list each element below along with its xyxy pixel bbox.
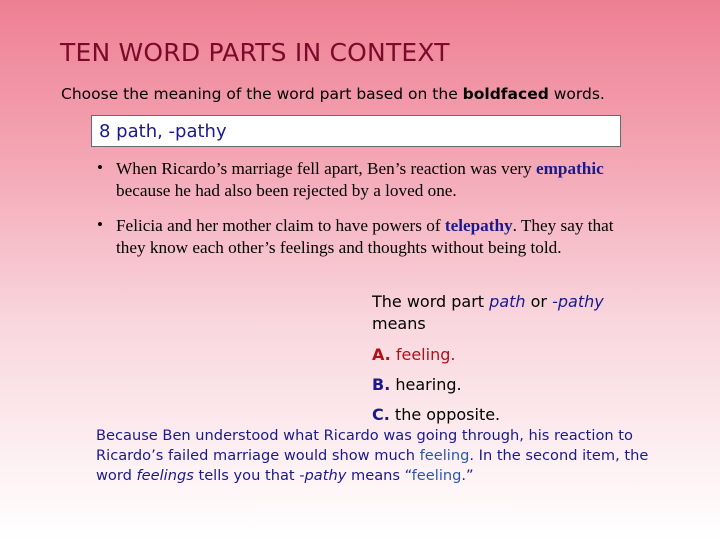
option-a-text: feeling. xyxy=(395,345,456,364)
explanation-w1: feeling xyxy=(419,447,470,464)
bullet-1: • xyxy=(97,158,103,177)
explanation-p3: tells you that xyxy=(193,467,300,484)
explanation-w2: feelings xyxy=(136,467,194,484)
explanation xyxy=(96,426,676,486)
option-a-letter: A. xyxy=(372,345,391,364)
word-part-heading: 8 path, -pathy xyxy=(99,121,227,142)
question-pre: The word part xyxy=(372,292,490,311)
option-c-text: the opposite. xyxy=(394,405,501,424)
explanation-p5: .” xyxy=(461,467,474,484)
sentence-2-post: . They say that they know each other’s feelings and thoughts without being told. xyxy=(116,216,614,257)
sentence-2-pre: Felicia and her mother claim to have powers of xyxy=(116,216,445,235)
question-line xyxy=(372,291,692,313)
instructions-bold: boldfaced xyxy=(462,85,549,103)
question-part-1: path xyxy=(489,292,526,311)
sentence-1-post: because he had also been rejected by a loved one. xyxy=(116,180,457,200)
slide-title: TEN WORD PARTS IN CONTEXT xyxy=(60,38,450,67)
example-sentence-1 xyxy=(116,158,636,201)
example-sentence-2 xyxy=(116,215,636,258)
instructions-text-1: Choose the meaning of the word part based on the xyxy=(61,85,463,103)
sentence-2-boldword: telepathy xyxy=(444,216,513,235)
option-b-letter: B. xyxy=(372,375,391,394)
question-means: means xyxy=(372,314,426,333)
option-c[interactable] xyxy=(372,404,692,426)
question-mid: or xyxy=(525,292,553,311)
explanation-w4: feeling xyxy=(411,467,462,484)
question-block xyxy=(372,291,692,426)
instructions xyxy=(61,85,605,103)
explanation-p2: . In the second item, the word xyxy=(96,447,649,484)
option-c-letter: C. xyxy=(372,405,390,424)
sentence-1-boldword: empathic xyxy=(535,159,604,178)
bullet-2: • xyxy=(97,215,103,234)
option-a[interactable] xyxy=(372,344,692,366)
sentence-1-pre: When Ricardo’s marriage fell apart, Ben’s reaction was very xyxy=(116,159,536,178)
word-part-heading-box xyxy=(91,115,621,147)
option-b[interactable] xyxy=(372,374,692,396)
explanation-p4: means “ xyxy=(346,467,412,484)
option-b-text: hearing. xyxy=(395,375,462,394)
explanation-w3: -pathy xyxy=(299,467,347,484)
instructions-text-2: words. xyxy=(548,85,605,103)
explanation-p1: Because Ben understood what Ricardo was going through, his reaction to Ricardo’s failed marriage would show much xyxy=(96,427,633,464)
question-part-2: -pathy xyxy=(552,292,604,311)
